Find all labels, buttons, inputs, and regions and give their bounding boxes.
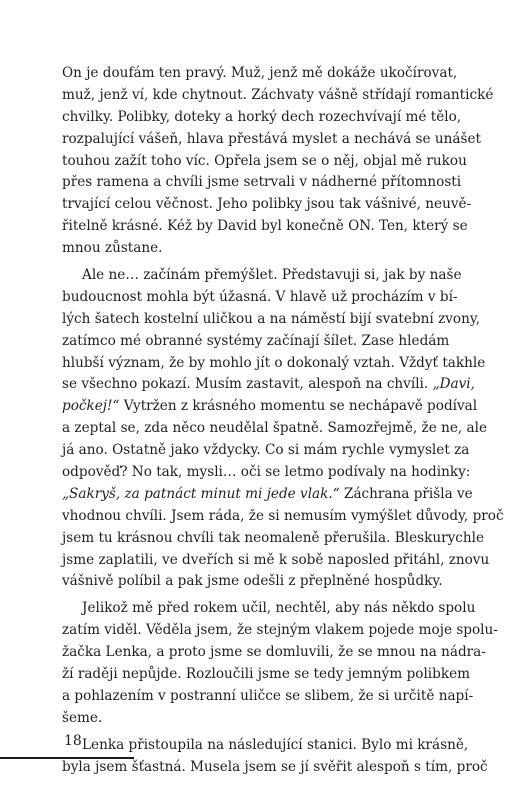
italic-text: „Sakryš, za patnáct minut mi jede vlak.“: [62, 485, 340, 502]
text-run: jsem tu krásnou chvíli tak neomaleně přerušila. Bleskurychle: [62, 529, 485, 546]
italic-text: počkej!“: [62, 398, 120, 415]
text-run: Ale ne… začínám přemýšlet. Představuji si, jak by naše: [82, 267, 462, 284]
text-run: ží raději nepůjde. Rozloučili jsme se tedy jemným polibkem: [62, 666, 471, 683]
italic-text: „Davi,: [432, 376, 475, 393]
text-run: šeme.: [62, 709, 103, 726]
body-text: [62, 63, 504, 779]
text-line: [62, 735, 469, 757]
text-line: [62, 642, 486, 664]
text-run: mnou zůstane.: [62, 240, 163, 257]
text-run: budoucnost mohla být úžasná. V hlavě už procházím v bí-: [62, 288, 458, 305]
text-line: [62, 484, 473, 506]
text-run: byla jsem šťastná. Musela jsem se jí svěřit alespoň s tím, proč: [62, 758, 488, 775]
text-run: On je doufám ten pravý. Muž, jenž mě dokáže ukočírovat,: [62, 65, 458, 81]
text-line: [62, 85, 494, 107]
text-line: [62, 620, 498, 642]
text-run: Vytržen z krásného momentu se nechápavě podíval: [119, 398, 478, 415]
text-line: [62, 265, 462, 287]
text-run: trvající celou věčnost. Jeho polibky jsou tak vášnivé, neuvě-: [62, 196, 472, 213]
text-line: [62, 571, 448, 593]
footer-rule: [0, 757, 134, 759]
text-run: odpověď? No tak, mysli… oči se letmo podívaly na hodinky:: [62, 464, 471, 481]
text-run: Jelikož mě před rokem učil, nechtěl, aby nás někdo spolu: [82, 600, 476, 617]
text-run: rozpalující vášeň, hlava přestává myslet a nechává se unášet: [62, 130, 481, 147]
text-line: [62, 598, 476, 620]
text-line: [62, 664, 471, 686]
paragraph: [62, 63, 494, 260]
text-run: a pohlazením v postranní uličce se slibem, že si určitě napí-: [62, 687, 474, 704]
text-run: já ano. Ostatně jako vždycky. Co si mám rychle vymyslet za: [62, 442, 470, 459]
text-run: lých šatech kostelní uličkou a na náměstí bijí svatební zvony,: [62, 310, 481, 327]
text-line: [62, 194, 472, 216]
text-run: touhou zažít toho víc. Opřela jsem se o něj, objal mě rukou: [62, 152, 467, 169]
text-line: [62, 287, 458, 309]
text-line: [62, 107, 462, 129]
text-line: [62, 396, 478, 418]
text-line: [62, 216, 468, 238]
text-line: [62, 353, 486, 375]
text-run: hlubší význam, že by mohlo jít o dokonalý vztah. Vždyť takhle: [62, 354, 486, 371]
text-run: Záchrana přišla ve: [339, 485, 473, 502]
page-number: 18: [64, 733, 82, 749]
text-line: [62, 331, 448, 353]
text-run: přes ramena a chvíli jsme setrvali v nádherné přítomnosti: [62, 174, 462, 191]
text-run: vhodnou chvíli. Jsem ráda, že si nemusím vymýšlet důvody, proč: [62, 507, 504, 524]
text-run: řitelně krásné. Kéž by David byl konečně ON. Ten, který se: [62, 218, 468, 235]
text-run: zatím viděl. Věděla jsem, že stejným vlakem pojede moje spolu-: [62, 622, 498, 639]
text-line: [62, 528, 485, 550]
text-run: muž, jenž ví, kde chytnout. Záchvaty vášně střídají romantické: [62, 86, 494, 103]
text-run: Lenka přistoupila na následující stanici. Bylo mi krásně,: [82, 736, 469, 753]
text-line: [62, 238, 448, 260]
text-run: chvilky. Polibky, doteky a horký dech rozechvívají mé tělo,: [62, 108, 462, 125]
text-line: [62, 63, 458, 85]
text-run: a zeptal se, zda něco neudělal špatně. Samozřejmě, že ne, ale: [62, 420, 488, 437]
text-line: [62, 374, 475, 396]
text-line: [62, 686, 474, 708]
text-line: [62, 550, 490, 572]
text-line: [62, 506, 504, 528]
text-run: zatímco mé obranné systémy začínají šílet. Zase hledám: [62, 332, 450, 349]
text-line: [62, 440, 470, 462]
text-run: jsme zaplatili, ve dveřích si mě k sobě naposled přitáhl, znovu: [62, 551, 490, 568]
text-line: [62, 151, 467, 173]
text-run: žačka Lenka, a proto jsme se domluvili, že se mnou na nádra-: [62, 644, 486, 661]
text-line: [62, 309, 481, 331]
text-line: [62, 708, 448, 730]
text-line: [62, 129, 481, 151]
text-line: [62, 172, 462, 194]
text-run: se všechno pokazí. Musím zastavit, alespoň na chvíli.: [62, 376, 433, 393]
text-line: [62, 462, 471, 484]
text-line: [62, 418, 488, 440]
paragraph: [62, 598, 498, 729]
text-line: [62, 757, 488, 779]
text-run: vášnivě políbil a pak jsme odešli z přeplněné hospůdky.: [62, 573, 443, 590]
paragraph: [62, 265, 504, 593]
